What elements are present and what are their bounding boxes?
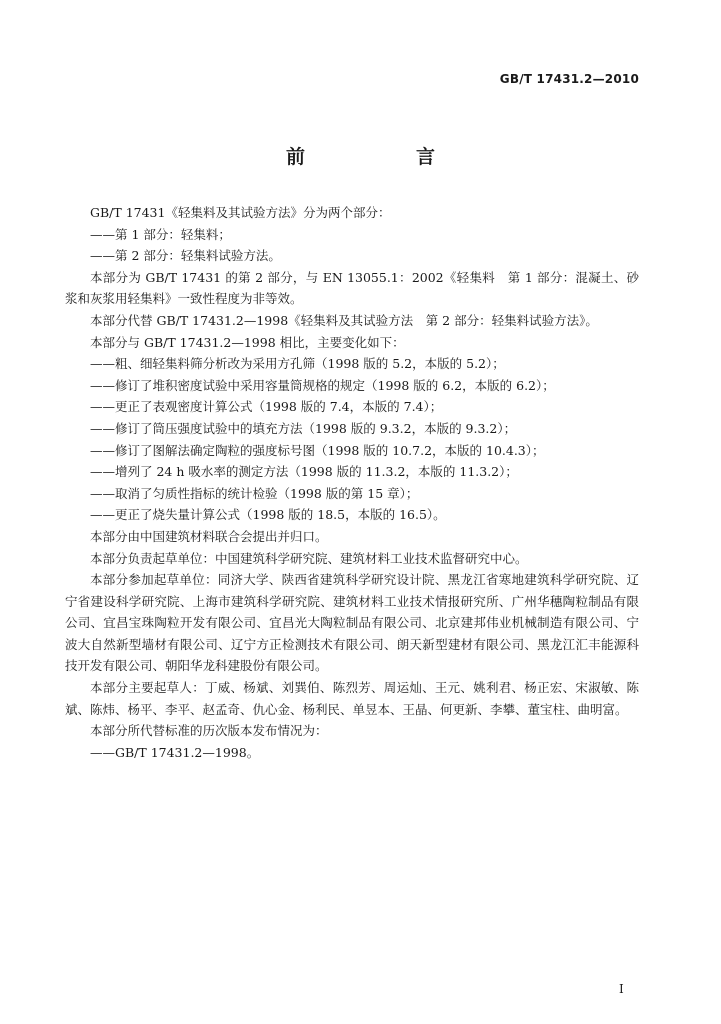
list-item-change: ——取消了匀质性指标的统计检验（1998 版的第 15 章）； (90, 485, 419, 501)
page-title: 前 言 (285, 146, 481, 168)
list-item-part-2: ——第 2 部分：轻集料试验方法。 (90, 248, 281, 264)
paragraph-replaces: 本部分代替 GB/T 17431.2—1998《轻集料及其试验方法 第 2 部分：轻集料试验方法》。 (90, 312, 598, 328)
paragraph-history-intro: 本部分所代替标准的历次版本发布情况为： (90, 723, 328, 739)
paragraph-proposer: 本部分由中国建筑材料联合会提出并归口。 (90, 528, 328, 544)
list-item-change: ——更正了烧失量计算公式（1998 版的 18.5，本版的 16.5）。 (90, 507, 446, 523)
foreword-body (65, 202, 639, 763)
list-item-change: ——修订了图解法确定陶粒的强度标号图（1998 版的 10.7.2，本版的 10.4.3）； (90, 442, 545, 458)
list-item-change: ——修订了堆积密度试验中采用容量筒规格的规定（1998 版的 6.2，本版的 6.2）； (90, 377, 555, 393)
paragraph-main-drafters: 本部分主要起草人：丁威、杨斌、刘巽伯、陈烈芳、周运灿、王元、姚利君、杨正宏、宋淑敏、陈斌、陈炜、杨平、李平、赵孟奇、仇心金、杨利民、单昱本、王晶、何更新、李攀、董宝柱、曲明富。 (65, 680, 639, 717)
list-item-change: ——更正了表观密度计算公式（1998 版的 7.4，本版的 7.4）； (90, 399, 443, 415)
paragraph-changes-intro: 本部分与 GB/T 17431.2—1998 相比，主要变化如下： (90, 334, 405, 350)
list-item-history: ——GB/T 17431.2—1998。 (90, 744, 260, 760)
standard-code-header: GB/T 17431.2—2010 (499, 72, 639, 86)
list-item-change: ——粗、细轻集料筛分析改为采用方孔筛（1998 版的 5.2，本版的 5.2）； (90, 356, 505, 372)
paragraph-intro: GB/T 17431《轻集料及其试验方法》分为两个部分： (90, 205, 391, 220)
page-number: I (619, 982, 624, 996)
paragraph-lead-drafter: 本部分负责起草单位：中国建筑科学研究院、建筑材料工业技术监督研究中心。 (90, 550, 528, 566)
paragraph-equivalence: 本部分为 GB/T 17431 的第 2 部分，与 EN 13055.1：2002《轻集料 第 1 部分：混凝土、砂浆和灰浆用轻集料》一致性程度为非等效。 (65, 269, 639, 307)
list-item-change: ——增列了 24 h 吸水率的测定方法（1998 版的 11.3.2，本版的 11.3.2）； (90, 464, 518, 480)
list-item-change: ——修订了筒压强度试验中的填充方法（1998 版的 9.3.2，本版的 9.3.2）； (90, 420, 517, 436)
paragraph-participating-drafters: 本部分参加起草单位：同济大学、陕西省建筑科学研究设计院、黑龙江省寒地建筑科学研究院、辽宁省建设科学研究院、上海市建筑科学研究院、建筑材料工业技术情报研究所、广州华穗陶粒制品有限公司、宜昌宝珠陶粒开发有限公司、宜昌光大陶粒制品有限公司、北京建邦伟业机械制造有限公司、宁波大自然新型墙材有限公司、辽宁方正检测技术有限公司、朗天新型建材有限公司、黑龙江汇丰能源科技开发有限公司、朝阳华龙科建股份有限公司。 (65, 572, 639, 674)
list-item-part-1: ——第 1 部分：轻集料； (90, 226, 231, 242)
